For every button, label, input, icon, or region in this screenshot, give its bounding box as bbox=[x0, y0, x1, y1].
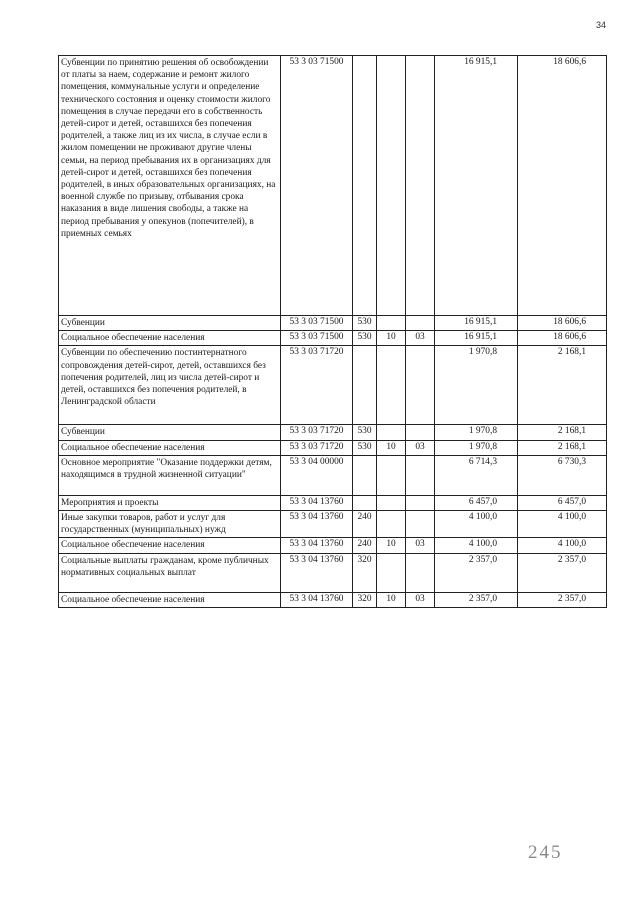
cell-sum-year2: 4 100,0 bbox=[518, 511, 607, 538]
page-number: 34 bbox=[595, 20, 606, 30]
cell-name: Социальное обеспечение населения bbox=[59, 331, 281, 346]
cell-rz bbox=[377, 316, 406, 331]
cell-sum-year1: 16 915,1 bbox=[435, 316, 518, 331]
cell-code: 53 3 03 71500 bbox=[281, 56, 353, 316]
cell-name: Субвенции bbox=[59, 425, 281, 440]
cell-code: 53 3 03 71500 bbox=[281, 331, 353, 346]
cell-sum-year1: 1 970,8 bbox=[435, 346, 518, 425]
table-row bbox=[59, 346, 607, 425]
cell-name: Социальное обеспечение населения bbox=[59, 592, 281, 607]
cell-sum-year2: 2 168,1 bbox=[518, 425, 607, 440]
cell-sum-year2: 18 606,6 bbox=[518, 316, 607, 331]
cell-sum-year1: 6 457,0 bbox=[435, 495, 518, 510]
table-row bbox=[59, 455, 607, 495]
cell-name: Субвенции по обеспечению постинтернатного сопровождения детей-сирот, детей, оставшихся без попечения родителей, лиц из числа детей-сирот и детей, оставшихся без попечения родителей, в Ленинградской области bbox=[59, 346, 281, 425]
cell-name: Основное мероприятие "Оказание поддержки детям, находящимся в трудной жизненной ситуации" bbox=[59, 455, 281, 495]
cell-rz bbox=[377, 495, 406, 510]
table-row bbox=[59, 425, 607, 440]
cell-code: 53 3 04 13760 bbox=[281, 553, 353, 592]
table-row bbox=[59, 495, 607, 510]
table-row bbox=[59, 56, 607, 316]
cell-sum-year1: 16 915,1 bbox=[435, 56, 518, 316]
cell-sum-year1: 2 357,0 bbox=[435, 553, 518, 592]
cell-name: Мероприятия и проекты bbox=[59, 495, 281, 510]
cell-sum-year2: 2 357,0 bbox=[518, 592, 607, 607]
table-row bbox=[59, 592, 607, 607]
cell-code: 53 3 03 71500 bbox=[281, 316, 353, 331]
cell-vr: 530 bbox=[353, 316, 377, 331]
cell-name: Социальные выплаты гражданам, кроме публичных нормативных социальных выплат bbox=[59, 553, 281, 592]
cell-vr bbox=[353, 346, 377, 425]
cell-pr: 03 bbox=[406, 331, 435, 346]
handwritten-page-stamp: 245 bbox=[528, 842, 563, 863]
cell-rz: 10 bbox=[377, 331, 406, 346]
table-row bbox=[59, 538, 607, 553]
cell-rz: 10 bbox=[377, 440, 406, 455]
cell-rz bbox=[377, 455, 406, 495]
cell-pr: 03 bbox=[406, 538, 435, 553]
cell-sum-year2: 2 168,1 bbox=[518, 440, 607, 455]
cell-code: 53 3 04 00000 bbox=[281, 455, 353, 495]
cell-pr bbox=[406, 511, 435, 538]
cell-pr bbox=[406, 553, 435, 592]
cell-sum-year2: 18 606,6 bbox=[518, 56, 607, 316]
cell-rz: 10 bbox=[377, 538, 406, 553]
cell-sum-year1: 4 100,0 bbox=[435, 511, 518, 538]
cell-vr: 530 bbox=[353, 440, 377, 455]
cell-sum-year1: 1 970,8 bbox=[435, 440, 518, 455]
cell-sum-year1: 16 915,1 bbox=[435, 331, 518, 346]
cell-name: Социальное обеспечение населения bbox=[59, 538, 281, 553]
cell-pr bbox=[406, 425, 435, 440]
table-row bbox=[59, 316, 607, 331]
cell-pr bbox=[406, 455, 435, 495]
cell-pr bbox=[406, 346, 435, 425]
cell-code: 53 3 04 13760 bbox=[281, 495, 353, 510]
table-row bbox=[59, 511, 607, 538]
cell-vr bbox=[353, 495, 377, 510]
cell-code: 53 3 04 13760 bbox=[281, 592, 353, 607]
cell-code: 53 3 03 71720 bbox=[281, 425, 353, 440]
cell-pr bbox=[406, 56, 435, 316]
cell-sum-year2: 2 357,0 bbox=[518, 553, 607, 592]
table-row bbox=[59, 553, 607, 592]
cell-vr: 530 bbox=[353, 331, 377, 346]
cell-sum-year1: 1 970,8 bbox=[435, 425, 518, 440]
table-row bbox=[59, 331, 607, 346]
cell-pr bbox=[406, 316, 435, 331]
cell-code: 53 3 04 13760 bbox=[281, 538, 353, 553]
cell-code: 53 3 03 71720 bbox=[281, 440, 353, 455]
cell-sum-year2: 6 457,0 bbox=[518, 495, 607, 510]
cell-sum-year2: 2 168,1 bbox=[518, 346, 607, 425]
cell-sum-year1: 6 714,3 bbox=[435, 455, 518, 495]
cell-vr: 320 bbox=[353, 553, 377, 592]
table-body bbox=[59, 56, 607, 608]
cell-sum-year1: 4 100,0 bbox=[435, 538, 518, 553]
budget-table bbox=[58, 55, 607, 608]
cell-name: Иные закупки товаров, работ и услуг для государственных (муниципальных) нужд bbox=[59, 511, 281, 538]
cell-rz bbox=[377, 346, 406, 425]
cell-sum-year2: 18 606,6 bbox=[518, 331, 607, 346]
cell-code: 53 3 03 71720 bbox=[281, 346, 353, 425]
cell-vr bbox=[353, 455, 377, 495]
cell-vr: 530 bbox=[353, 425, 377, 440]
cell-rz: 10 bbox=[377, 592, 406, 607]
cell-vr: 240 bbox=[353, 538, 377, 553]
table-row bbox=[59, 440, 607, 455]
cell-name: Социальное обеспечение населения bbox=[59, 440, 281, 455]
cell-pr bbox=[406, 495, 435, 510]
cell-code: 53 3 04 13760 bbox=[281, 511, 353, 538]
cell-vr bbox=[353, 56, 377, 316]
cell-vr: 240 bbox=[353, 511, 377, 538]
cell-rz bbox=[377, 553, 406, 592]
cell-rz bbox=[377, 56, 406, 316]
cell-rz bbox=[377, 511, 406, 538]
cell-vr: 320 bbox=[353, 592, 377, 607]
cell-name: Субвенции bbox=[59, 316, 281, 331]
cell-sum-year1: 2 357,0 bbox=[435, 592, 518, 607]
cell-pr: 03 bbox=[406, 440, 435, 455]
cell-name: Субвенции по принятию решения об освобождении от платы за наем, содержание и ремонт жилого помещения, коммунальные услуги и определение технического состояния и оценку стоимости жилого помещения в случае передачи его в собственность детей-сирот и детей, оставшихся без попечения родителей, а также лиц из их числа, в случае если в жилом помещении не проживают другие члены семьи, на период пребывания их в организациях для детей-сирот и детей, оставшихся без попечения родителей, в иных образовательных организациях, на военной службе по призыву, отбывания срока наказания в виде лишения свободы, а также на период пребывания у опекунов (попечителей), в приемных семьях bbox=[59, 56, 281, 316]
cell-pr: 03 bbox=[406, 592, 435, 607]
cell-sum-year2: 4 100,0 bbox=[518, 538, 607, 553]
cell-rz bbox=[377, 425, 406, 440]
cell-sum-year2: 6 730,3 bbox=[518, 455, 607, 495]
